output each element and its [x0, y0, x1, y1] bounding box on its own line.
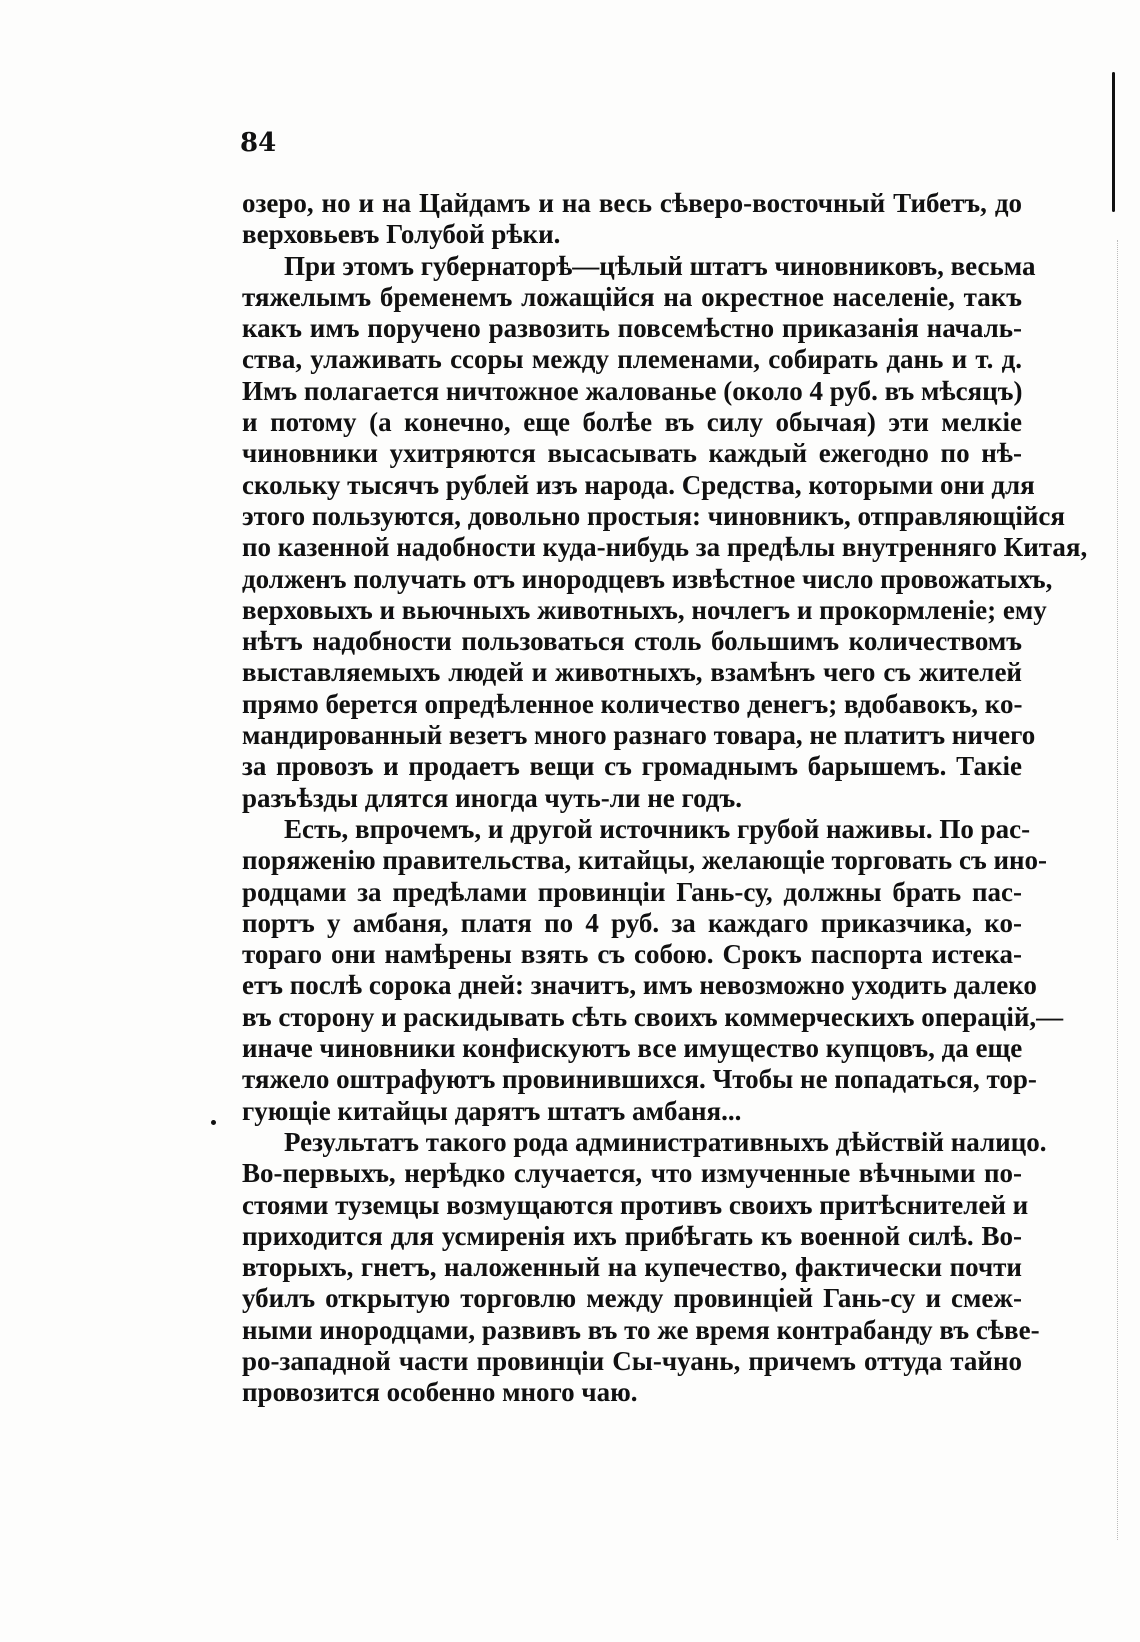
page-number: 84: [240, 128, 277, 158]
paragraph: [242, 813, 1064, 1127]
text-line: гующіе китайцы дарятъ штатъ амбаня...: [242, 1095, 742, 1126]
text-line: долженъ получать отъ инородцевъ извѣстное число провожатыхъ,: [242, 563, 1053, 594]
text-line: тяжело оштрафуютъ провинившихся. Чтобы не попадаться, тор-: [242, 1064, 1037, 1095]
text-line: тяжелымъ бременемъ ложащійся на окрестное населеніе, такъ: [242, 281, 1022, 312]
text-line: прямо берется опредѣленное количество денегъ; вдобавокъ, ко-: [242, 688, 1023, 719]
text-line: приходится для усмиренія ихъ прибѣгать къ военной силѣ. Во-: [242, 1220, 1022, 1251]
text-line: чиновники ухитряются высасывать каждый ежегодно по нѣ-: [242, 438, 1022, 469]
text-line: портъ у амбаня, платя по 4 руб. за каждаго приказчика, ко-: [242, 907, 1022, 938]
text-line: Имъ полагается ничтожное жалованье (около 4 руб. въ мѣсяцъ): [242, 375, 1023, 406]
text-line: разъѣзды длятся иногда чуть-ли не годъ.: [242, 782, 742, 813]
text-line: иначе чиновники конфискуютъ все имущество купцовъ, да еще: [242, 1033, 1023, 1064]
text-line: и потому (а конечно, еще болѣе въ силу обычая) эти мелкіе: [242, 407, 1022, 438]
text-line: въ сторону и раскидывать сѣть своихъ коммерческихъ операцій,—: [242, 1001, 1064, 1032]
text-line: родцами за предѣлами провинціи Гань-су, должны брать пас-: [242, 876, 1022, 907]
text-line: какъ имъ поручено развозить повсемѣстно приказанія началь-: [242, 313, 1022, 344]
page-edge-mark: [1112, 72, 1115, 212]
text-line: выставляемыхъ людей и животныхъ, взамѣнъ чего съ жителей: [242, 657, 1022, 688]
text-line: ства, улаживать ссоры между племенами, собирать дань и т. д.: [242, 344, 1022, 375]
text-line: за провозъ и продаетъ вещи съ громаднымъ барышемъ. Такіе: [242, 751, 1022, 782]
body-text: [242, 188, 1088, 1409]
text-line: верховьевъ Голубой рѣки.: [242, 219, 561, 250]
paragraph: [242, 188, 1022, 251]
text-line: ро-западной части провинціи Сы-чуань, причемъ оттуда тайно: [242, 1345, 1022, 1376]
paragraph: [242, 250, 1088, 814]
text-line: этого пользуются, довольно простыя: чиновникъ, отправляющійся: [242, 500, 1065, 531]
text-line: скольку тысячъ рублей изъ народа. Средства, которыми они для: [242, 469, 1035, 500]
text-line: убилъ открытую торговлю между провинціей Гань-су и смеж-: [242, 1283, 1022, 1314]
text-line: При этомъ губернаторѣ—цѣлый штатъ чиновниковъ, весьма: [284, 250, 1036, 281]
text-line: стоями туземцы возмущаются противъ своихъ притѣснителей и: [242, 1189, 1029, 1220]
text-line: етъ послѣ сорока дней: значитъ, имъ невозможно уходить далеко: [242, 970, 1037, 1001]
paragraph: [242, 1126, 1047, 1409]
text-line: верховыхъ и вьючныхъ животныхъ, ночлегъ и прокормленіе; ему: [242, 594, 1047, 625]
text-line: тораго они намѣрены взять съ собою. Срокъ паспорта истека-: [242, 939, 1022, 970]
text-line: поряженію правительства, китайцы, желающіе торговать съ ино-: [242, 845, 1048, 876]
page-edge-dots: [1116, 240, 1118, 1540]
margin-mark: [211, 1120, 216, 1125]
text-line: мандированный везетъ много разнаго товара, не платитъ ничего: [242, 720, 1036, 751]
text-line: нѣтъ надобности пользоваться столь большимъ количествомъ: [242, 626, 1022, 657]
text-line: Во-первыхъ, нерѣдко случается, что измученные вѣчными по-: [242, 1158, 1022, 1189]
text-line: провозится особенно много чаю.: [242, 1377, 638, 1408]
text-line: по казенной надобности куда-нибудь за предѣлы внутренняго Китая,: [242, 532, 1088, 563]
text-line: Результатъ такого рода административныхъ дѣйствій налицо.: [284, 1126, 1047, 1157]
text-line: Есть, впрочемъ, и другой источникъ грубой наживы. По рас-: [284, 813, 1031, 844]
text-line: ными инородцами, развивъ въ то же время контрабанду въ сѣве-: [242, 1314, 1040, 1345]
text-line: озеро, но и на Цайдамъ и на весь сѣверо-восточный Тибетъ, до: [242, 188, 1022, 218]
text-line: вторыхъ, гнетъ, наложенный на купечество, фактически почти: [242, 1252, 1022, 1283]
